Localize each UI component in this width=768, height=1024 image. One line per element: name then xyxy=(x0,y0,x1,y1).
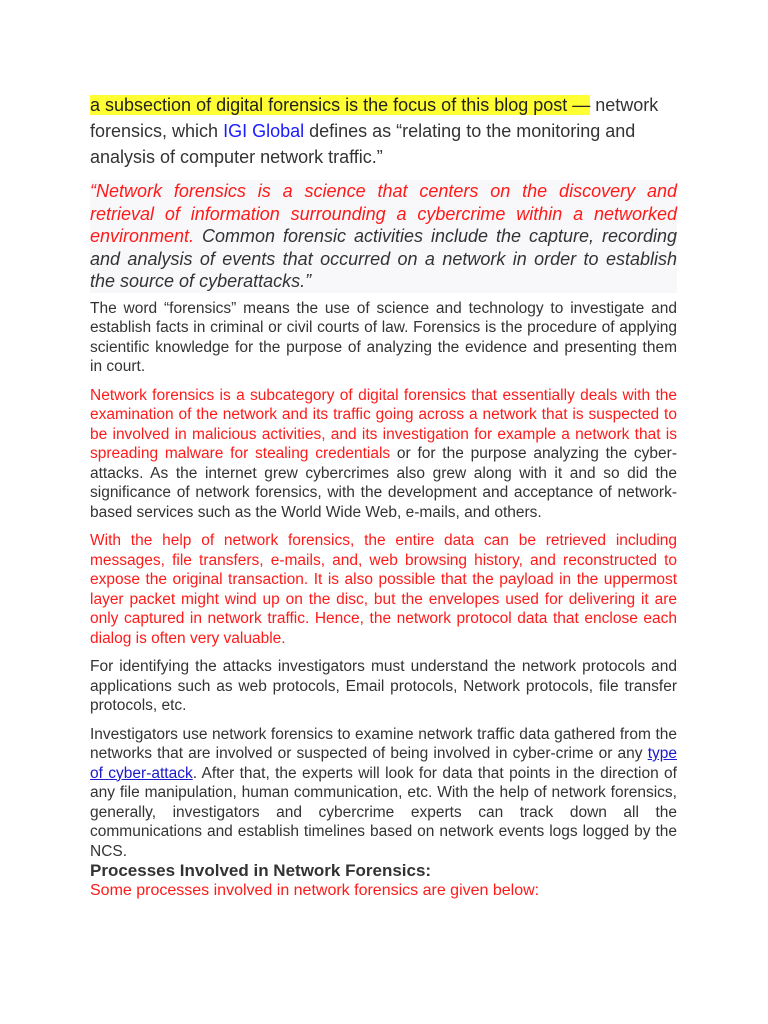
highlighted-text: a subsection of digital forensics is the focus of this blog post — xyxy=(90,95,591,115)
definition-quote xyxy=(90,180,677,293)
paragraph-data-retrieval: With the help of network forensics, the entire data can be retrieved including messages, file transfers, e-mails, and, web browsing history, and reconstructed to expose the original transaction. It is also possible that the payload in the uppermost layer packet might wind up on the disc, but the envelopes used for delivering it are only captured in network traffic. Hence, the network protocol data that enclose each dialog is often very valuable. xyxy=(90,532,677,647)
paragraph-network-forensics xyxy=(90,386,677,523)
intro-paragraph xyxy=(90,92,677,170)
paragraph-red-text: Network forensics is a subcategory of digital forensics that essentially deals with the examination of the network and its traffic going across a network that is suspected to be involved in malicious activities, and its investigation for example a network that is spreading malware for stealing credentials xyxy=(90,386,677,462)
igi-global-link[interactable]: IGI Global xyxy=(223,121,305,141)
section-heading: Processes Involved in Network Forensics: xyxy=(90,861,432,880)
paragraph-forensics-definition: The word “forensics” means the use of science and technology to investigate and establish facts in criminal or civil courts of law. Forensics is the procedure of applying scientific knowledge for the purpose of analyzing the evidence and presenting them in court. xyxy=(90,299,677,375)
paragraph-investigators xyxy=(90,725,677,862)
paragraph-rest-text: or for the purpose analyzing the cyber-attacks. As the internet grew cybercrimes also grew along with it and so did the significance of network forensics, with the development and acceptance of network-based services such as the World Wide Web, e-mails, and others. xyxy=(90,445,677,521)
intro-text-1: network forensics, which xyxy=(90,95,659,141)
section-subtext: Some processes involved in network forensics are given below: xyxy=(90,882,540,899)
quote-rest-text: Common forensic activities include the capture, recording and analysis of events that occurred on a network in order to establish the source of cyberattacks.” xyxy=(90,226,677,291)
document-page xyxy=(90,92,677,901)
paragraph-protocols: For identifying the attacks investigators must understand the network protocols and applications such as web protocols, Email protocols, Network protocols, file transfer protocols, etc. xyxy=(90,658,677,714)
type-of-cyber-attack-link[interactable]: type of cyber-attack xyxy=(90,745,677,782)
investigators-text-b: . After that, the experts will look for data that points in the direction of any file manipulation, human communication, etc. With the help of network forensics, generally, investigators and cybercrime experts can track down all the communications and establish timelines based on network events logs logged by the NCS. xyxy=(90,764,677,860)
quote-red-text: “Network forensics is a science that centers on the discovery and retrieval of information surrounding a cybercrime within a networked environment. xyxy=(90,181,677,246)
investigators-text-a: Investigators use network forensics to examine network traffic data gathered from the networks that are involved or suspected of being involved in cyber-crime or any xyxy=(90,725,677,762)
intro-text-2: defines as “relating to the monitoring and analysis of computer network traffic.” xyxy=(90,121,636,167)
